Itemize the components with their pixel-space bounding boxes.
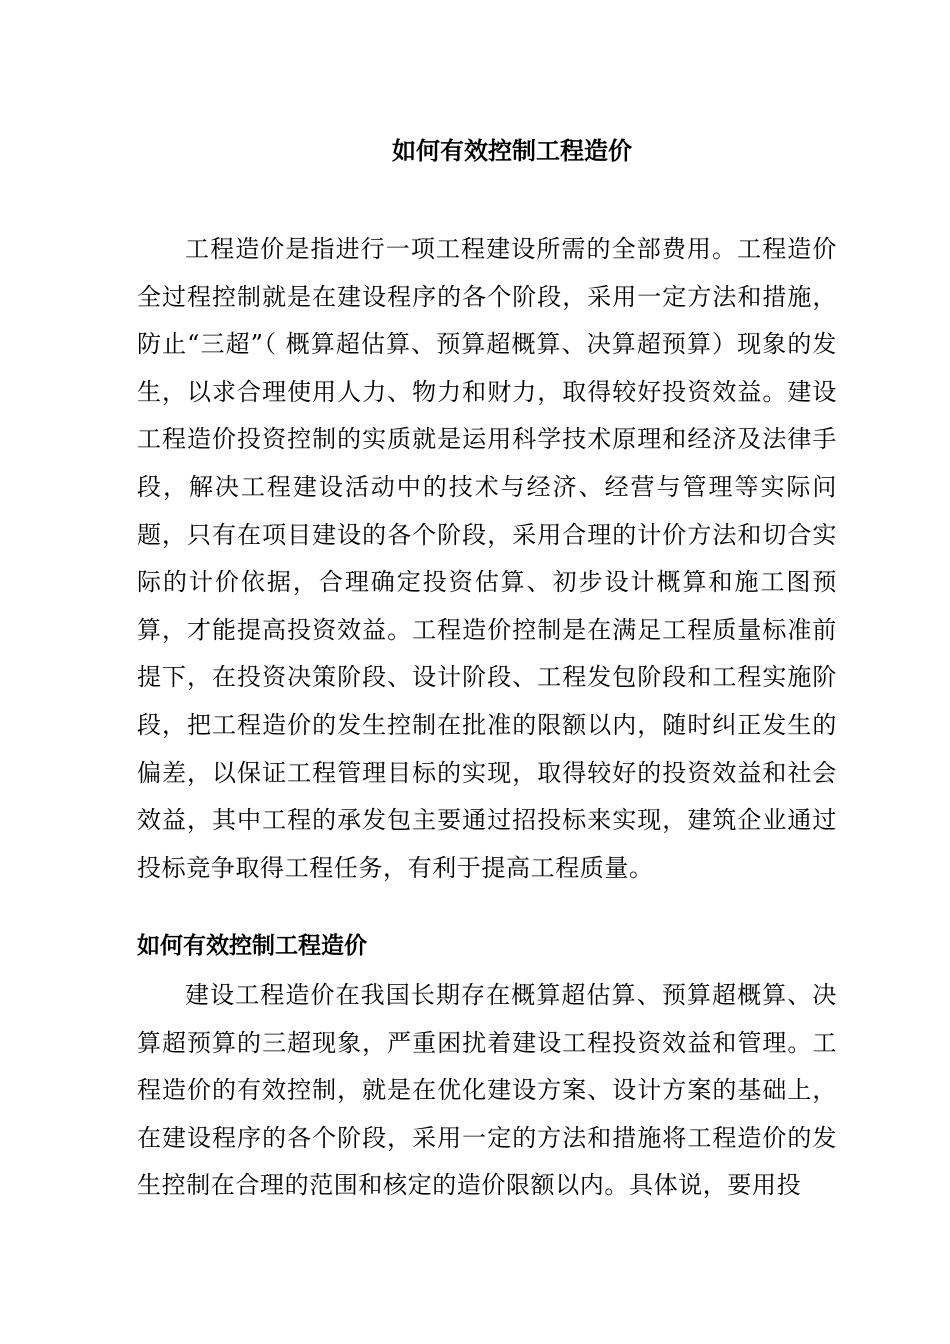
body-paragraph: 建设工程造价在我国长期存在概算超估算、预算超概算、决算超预算的三超现象，严重困扰着建设工程投资效益和管理。工程造价的有效控制，就是在优化建设方案、设计方案的基础上，在建设程序的各个阶段，采用一定的方法和措施将工程造价的发生控制在合理的范围和核定的造价限额以内。具体说，要用投 (137, 981, 837, 1200)
section-heading: 如何有效控制工程造价 (137, 933, 367, 959)
body-paragraph: 工程造价是指进行一项工程建设所需的全部费用。工程造价全过程控制就是在建设程序的各个阶段，采用一定方法和措施，防止“三超”（ 概算超估算、预算超概算、决算超预算）现象的发生，以求合理使用人力、物力和财力，取得较好投资效益。建设工程造价投资控制的实质就是运用科学技术原理和经济及法律手段，解决工程建设活动中的技术与经济、经营与管理等实际问题，只有在项目建设的各个阶段，采用合理的计价方法和切合实际的计价依据，合理确定投资估算、初步设计概算和施工图预算，才能提高投资效益。工程造价控制是在满足工程质量标准前提下，在投资决策阶段、设计阶段、工程发包阶段和工程实施阶段，把工程造价的发生控制在批准的限额以内，随时纠正发生的偏差，以保证工程管理目标的实现，取得较好的投资效益和社会效益，其中工程的承发包主要通过招投标来实现，建筑企业通过投标竞争取得工程任务，有利于提高工程质量。 (137, 235, 837, 882)
document-title: 如何有效控制工程造价 (392, 137, 632, 165)
